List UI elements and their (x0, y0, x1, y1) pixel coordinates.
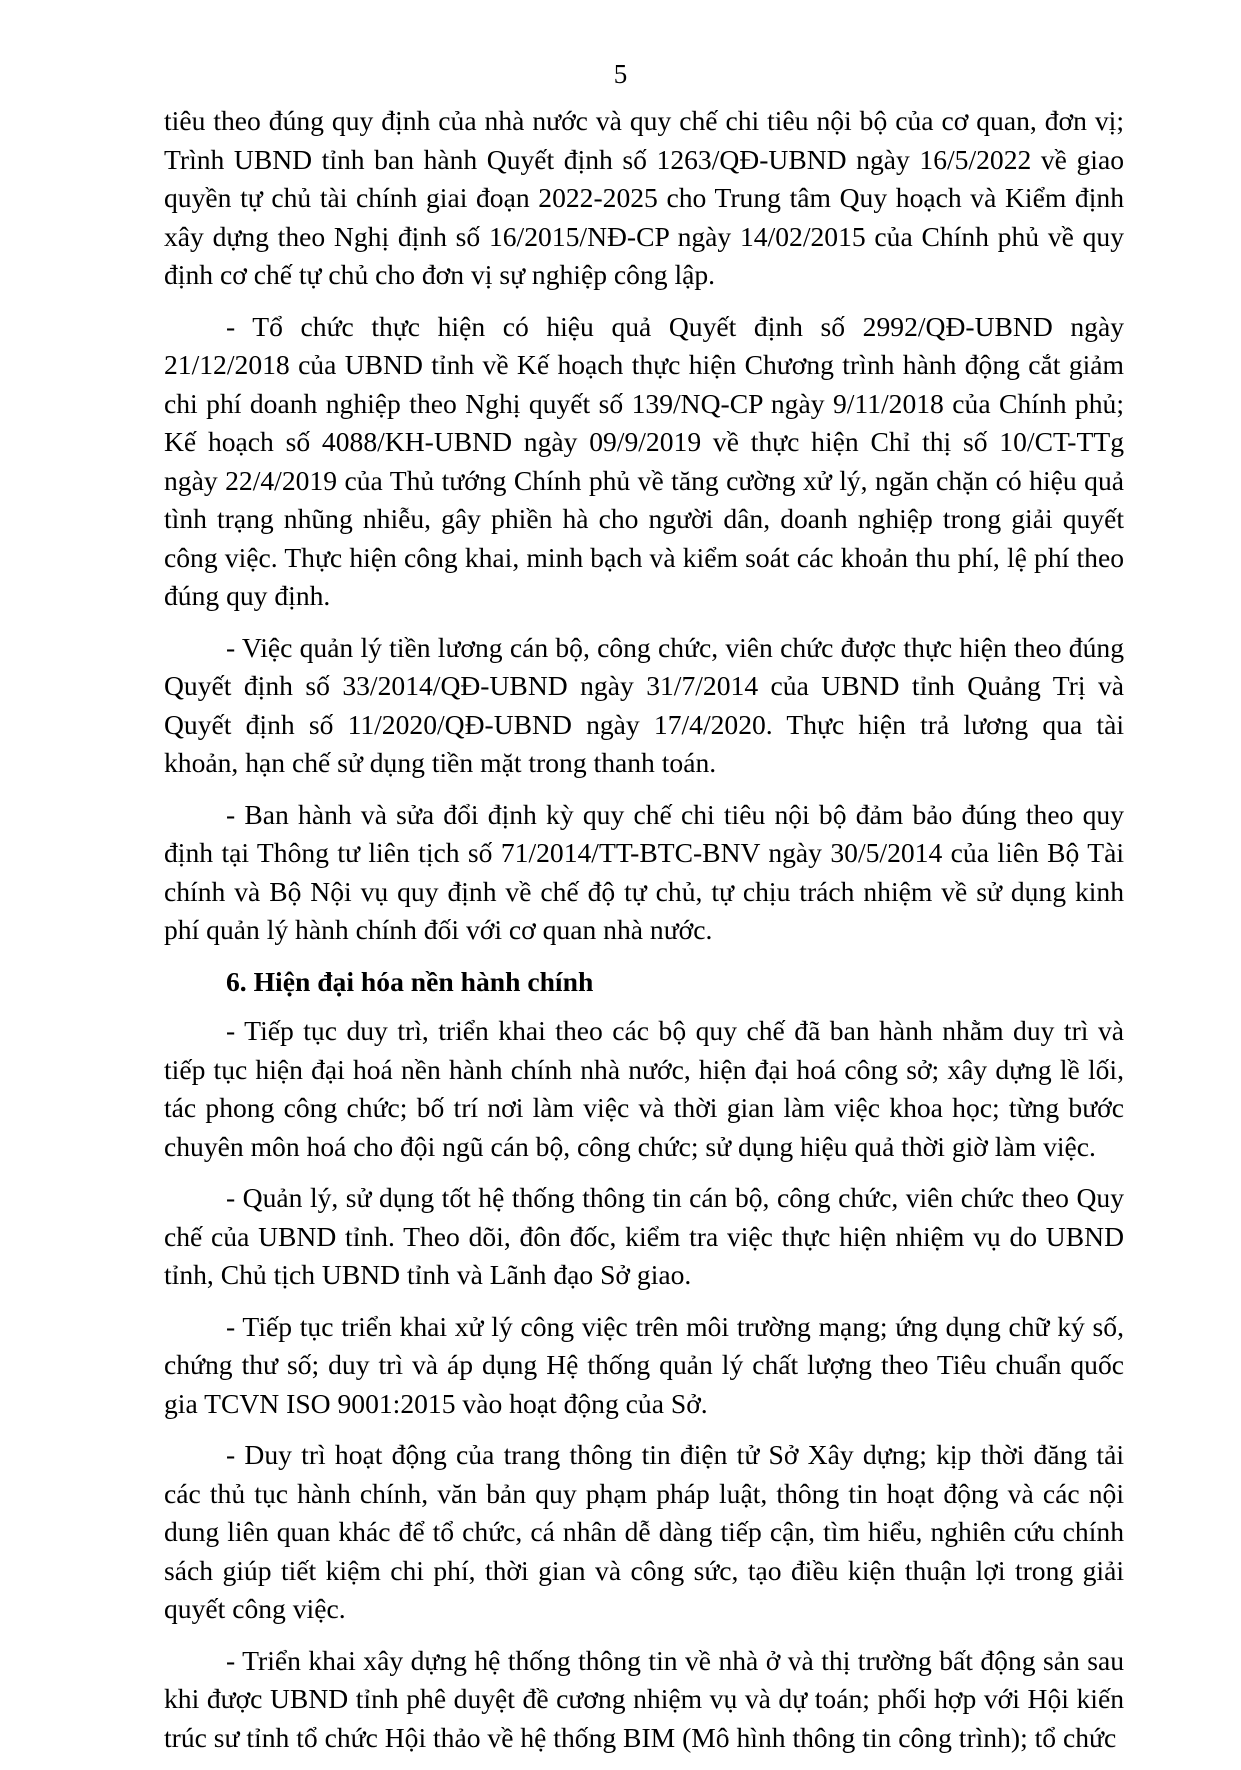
paragraph: - Ban hành và sửa đổi định kỳ quy chế chi tiêu nội bộ đảm bảo đúng theo quy định tại Thông tư liên tịch số 71/2014/TT-BTC-BNV ngày 30/5/2014 của liên Bộ Tài chính và Bộ Nội vụ quy định về chế độ tự chủ, tự chịu trách nhiệm về sử dụng kinh phí quản lý hành chính đối với cơ quan nhà nước. (164, 798, 1124, 945)
paragraph: - Tiếp tục triển khai xử lý công việc trên môi trường mạng; ứng dụng chữ ký số, chứng thư số; duy trì và áp dụng Hệ thống quản lý chất lượng theo Tiêu chuẩn quốc gia TCVN ISO 9001:2015 vào hoạt động của Sở. (164, 1310, 1124, 1419)
paragraph: tiêu theo đúng quy định của nhà nước và quy chế chi tiêu nội bộ của cơ quan, đơn vị; Trình UBND tỉnh ban hành Quyết định số 1263/QĐ-UBND ngày 16/5/2022 về giao quyền tự chủ tài chính giai đoạn 2022-2025 cho Trung tâm Quy hoạch và Kiểm định xây dựng theo Nghị định số 16/2015/NĐ-CP ngày 14/02/2015 của Chính phủ về quy định cơ chế tự chủ cho đơn vị sự nghiệp công lập. (164, 105, 1124, 290)
paragraph: - Duy trì hoạt động của trang thông tin điện tử Sở Xây dựng; kịp thời đăng tải các thủ tục hành chính, văn bản quy phạm pháp luật, thông tin hoạt động và các nội dung liên quan khác để tổ chức, cá nhân dễ dàng tiếp cận, tìm hiểu, nghiên cứu chính sách giúp tiết kiệm chi phí, thời gian và công sức, tạo điều kiện thuận lợi trong giải quyết công việc. (164, 1439, 1124, 1624)
page-number: 5 (613, 59, 628, 89)
paragraph: - Việc quản lý tiền lương cán bộ, công chức, viên chức được thực hiện theo đúng Quyết định số 33/2014/QĐ-UBND ngày 31/7/2014 của UBND tỉnh Quảng Trị và Quyết định số 11/2020/QĐ-UBND ngày 17/4/2020. Thực hiện trả lương qua tài khoản, hạn chế sử dụng tiền mặt trong thanh toán. (164, 631, 1124, 778)
section-heading: 6. Hiện đại hóa nền hành chính (226, 965, 594, 997)
document-body (164, 102, 1124, 1770)
paragraph: - Tiếp tục duy trì, triển khai theo các bộ quy chế đã ban hành nhằm duy trì và tiếp tục hiện đại hoá nền hành chính nhà nước, hiện đại hoá công sở; xây dựng lề lối, tác phong công chức; bố trí nơi làm việc và thời gian làm việc khoa học; từng bước chuyên môn hoá cho đội ngũ cán bộ, công chức; sử dụng hiệu quả thời giờ làm việc. (164, 1015, 1124, 1162)
paragraph: - Quản lý, sử dụng tốt hệ thống thông tin cán bộ, công chức, viên chức theo Quy chế của UBND tỉnh. Theo dõi, đôn đốc, kiểm tra việc thực hiện nhiệm vụ do UBND tỉnh, Chủ tịch UBND tỉnh và Lãnh đạo Sở giao. (164, 1182, 1124, 1290)
paragraph: - Triển khai xây dựng hệ thống thông tin về nhà ở và thị trường bất động sản sau khi được UBND tỉnh phê duyệt đề cương nhiệm vụ và dự toán; phối hợp với Hội kiến trúc sư tỉnh tổ chức Hội thảo về hệ thống BIM (Mô hình thông tin công trình); tổ chức (164, 1644, 1124, 1753)
paragraph: - Tổ chức thực hiện có hiệu quả Quyết định số 2992/QĐ-UBND ngày 21/12/2018 của UBND tỉnh về Kế hoạch thực hiện Chương trình hành động cắt giảm chi phí doanh nghiệp theo Nghị quyết số 139/NQ-CP ngày 9/11/2018 của Chính phủ; Kế hoạch số 4088/KH-UBND ngày 09/9/2019 về thực hiện Chỉ thị số 10/CT-TTg ngày 22/4/2019 của Thủ tướng Chính phủ về tăng cường xử lý, ngăn chặn có hiệu quả tình trạng nhũng nhiễu, gây phiền hà cho người dân, doanh nghiệp trong giải quyết công việc. Thực hiện công khai, minh bạch và kiểm soát các khoản thu phí, lệ phí theo đúng quy định. (164, 310, 1124, 611)
